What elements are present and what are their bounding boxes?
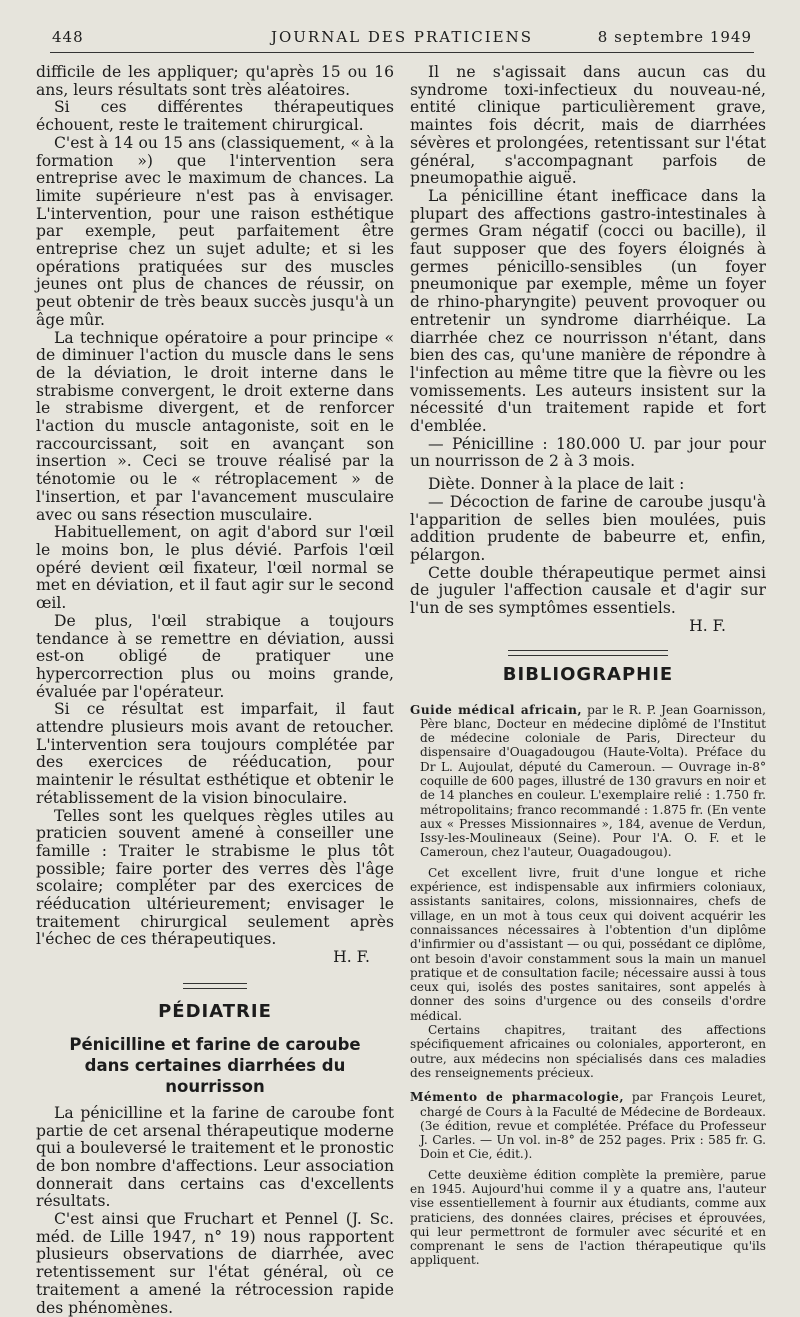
section-title: PÉDIATRIE xyxy=(158,1000,272,1022)
bibliography-entry xyxy=(410,1090,766,1268)
review-paragraph: Cette deuxième édition complète la première, parue en 1945. Aujourd'hui comme il y a quatre ans, l'auteur vise essentiellement à fournir aux étudiants, comme aux praticiens, des données claires, précises et éprouvées, qui leur permettront de formuler avec sécurité et en comprenant le sens de l'action thérapeutique qu'ils appliquent. xyxy=(410,1167,766,1268)
book-title: Mémento de pharmacologie, xyxy=(410,1090,625,1105)
book-title: Guide médical africain, xyxy=(410,702,583,717)
book-details: par le R. P. Jean Goarnisson, Père blanc, Docteur en médecine diplômé de l'Institut de médecine coloniale de Paris, Directeur du dispensaire d'Ouagadougou (Haute-Volta). Préface du Dr L. Aujoulat, député du Cameroun. — Ouvrage in-8° coquille de 600 pages, illustré de 130 gravurs en noir et de 14 planches en couleur. L'exemplaire relié : 1.750 fr. métropolitains; franco recommandé : 1.875 fr. (En vente aux « Presses Missionnaires », 184, avenue de Verdun, Issy-les-Moulineaux (Seine). Pour l'A. O. F. et le Cameroun, chez l'auteur, Ouagadougou). xyxy=(420,702,766,860)
running-header xyxy=(50,24,754,53)
paragraph: Si ces différentes thérapeutiques échouent, reste le traitement chirurgical. xyxy=(36,98,394,135)
paragraph: Si ce résultat est imparfait, il faut attendre plusieurs mois avant de retoucher. L'intervention sera toujours complétée par des exercices de rééducation, pour maintenir le résultat esthétique et obtenir le rétablissement de la vision binoculaire. xyxy=(36,700,394,807)
paragraph: La pénicilline étant inefficace dans la plupart des affections gastro-intestinales à germes Gram négatif (cocci ou bacille), il faut supposer que des foyers éloignés à germes pénicillo-sensibles (un foyer pneumonique par exemple, même un foyer de rhino-pharyngite) peuvent provoquer ou entretenir un syndrome diarrhéique. La diarrhée chez ce nourrisson n'étant, dans bien des cas, qu'une manière de répondre à l'infection au même titre que la fièvre ou les vomissements. Les auteurs insistent sur la nécessité d'un traitement rapide et fort d'emblée. xyxy=(410,186,766,436)
paragraph: Diète. Donner à la place de lait : xyxy=(428,475,685,494)
paragraph: — Décoction de farine de caroube jusqu'à l'apparition de selles bien moulées, puis addition prudente de babeurre et, enfin, pélargon. xyxy=(410,492,766,564)
paragraph: De plus, l'œil strabique a toujours tendance à se remettre en déviation, aussi est-on obligé de pratiquer une hypercorrection plus ou moins grande, évaluée par l'opérateur. xyxy=(36,611,394,701)
bibliography-reference xyxy=(410,1090,766,1161)
article-title xyxy=(36,1034,394,1097)
article-title-line: dans certaines diarrhées du nourrisson xyxy=(84,1055,346,1096)
signature: H. F. xyxy=(333,948,370,967)
paragraph: C'est à 14 ou 15 ans (classiquement, « à la formation ») que l'intervention sera entreprise avec le maximum de chances. La limite supérieure n'est pas à envisager. L'intervention, pour une raison esthétique par exemple, peut parfaitement être entreprise chez un sujet adulte; et si les opérations pratiquées sur des muscles jeunes ont plus de chances de réussir, on peut obtenir de très beaux succès jusqu'à un âge mûr. xyxy=(36,133,394,329)
paragraph: C'est ainsi que Fruchart et Pennel (J. Sc. méd. de Lille 1947, n° 19) nous rapportent plusieurs observations de diarrhée, avec retentissement sur l'état général, où ce traitement a amené la rétrocession rapide des phénomènes. xyxy=(36,1210,394,1317)
paragraph: Telles sont les quelques règles utiles au praticien souvent amené à conseiller une famille : Traiter le strabisme le plus tôt possible; faire porter des verres dès l'âge scolaire; compléter par des exercices de rééducation ultérieurement; envisager le traitement chirurgical seulement après l'échec de ces thérapeutiques. xyxy=(36,806,394,949)
paragraph: — Pénicilline : 180.000 U. par jour pour un nourrisson de 2 à 3 mois. xyxy=(410,434,766,471)
paragraph: difficile de les appliquer; qu'après 15 ou 16 ans, leurs résultats sont très aléatoires. xyxy=(36,63,394,99)
paragraph: Habituellement, on agit d'abord sur l'œil le moins bon, le plus dévié. Parfois l'œil opéré devient œil fixateur, l'œil normal se met en déviation, et il faut agir sur le second œil. xyxy=(36,523,394,613)
review-paragraph: Cet excellent livre, fruit d'une longue et riche expérience, est indispensable aux infirmiers coloniaux, assistants sanitaires, colons, missionnaires, chefs de village, en un mot à tous ceux qui doivent acquérir les connaissances nécessaires à l'obtention d'un diplôme d'infirmier ou d'assistant — ou qui, possédant ce diplôme, ont besoin d'avoir constamment sous la main un manuel pratique et de consultation facile; nécessaire aussi à tous ceux qui, isolés des postes sanitaires, sont appelés à donner des soins d'urgence ou des conseils d'ordre médical. xyxy=(410,865,766,1023)
right-column xyxy=(410,64,766,1268)
issue-date: 8 septembre 1949 xyxy=(597,28,752,46)
left-column xyxy=(36,64,394,1317)
bibliography-reference xyxy=(410,703,766,860)
bibliography-entry xyxy=(410,703,766,1081)
paragraph: La technique opératoire a pour principe « de diminuer l'action du muscle dans le sens de la déviation, le droit interne dans le strabisme convergent, le droit externe dans le strabisme divergent, et de renforcer l'action du muscle antagoniste, soit en le raccourcissant, soit en avançant son insertion ». Ceci se trouve réalisé par la ténotomie ou le « rétroplacement » de l'insertion, et par l'avancement musculaire avec ou sans résection musculaire. xyxy=(36,328,394,524)
book-details: par François Leuret, chargé de Cours à la Faculté de Médecine de Bordeaux. (3e édition, revue et complétée. Préface du Professeur J. Carles. — Un vol. in-8° de 252 pages. Prix : 585 fr. G. Doin et Cie, édit.). xyxy=(420,1090,766,1162)
article-title-line: Pénicilline et farine de caroube xyxy=(69,1034,361,1054)
journal-title: JOURNAL DES PRATICIENS xyxy=(270,28,534,46)
paragraph: Cette double thérapeutique permet ainsi de juguler l'affection causale et d'agir sur l'un de ses symptômes essentiels. xyxy=(410,563,766,618)
review-paragraph: Certains chapitres, traitant des affections spécifiquement africaines ou coloniales, apporteront, en outre, aux médecins non spécialisés dans ces maladies des renseignements précieux. xyxy=(410,1023,766,1080)
page-number: 448 xyxy=(52,28,84,46)
paragraph: Il ne s'agissait dans aucun cas du syndrome toxi-infectieux du nouveau-né, entité clinique particulièrement grave, maintes fois décrit, mais de diarrhées sévères et prolongées, retentissant sur l'état général, s'accompagnant parfois de pneumopathie aiguë. xyxy=(410,63,766,188)
bibliography-title: BIBLIOGRAPHIE xyxy=(502,663,674,685)
paragraph: La pénicilline et la farine de caroube font partie de cet arsenal thérapeutique moderne qui a bouleversé le traitement et le pronostic de bon nombre d'affections. Leur association donnerait dans certains cas d'excellents résultats. xyxy=(36,1103,394,1211)
signature: H. F. xyxy=(689,616,726,635)
